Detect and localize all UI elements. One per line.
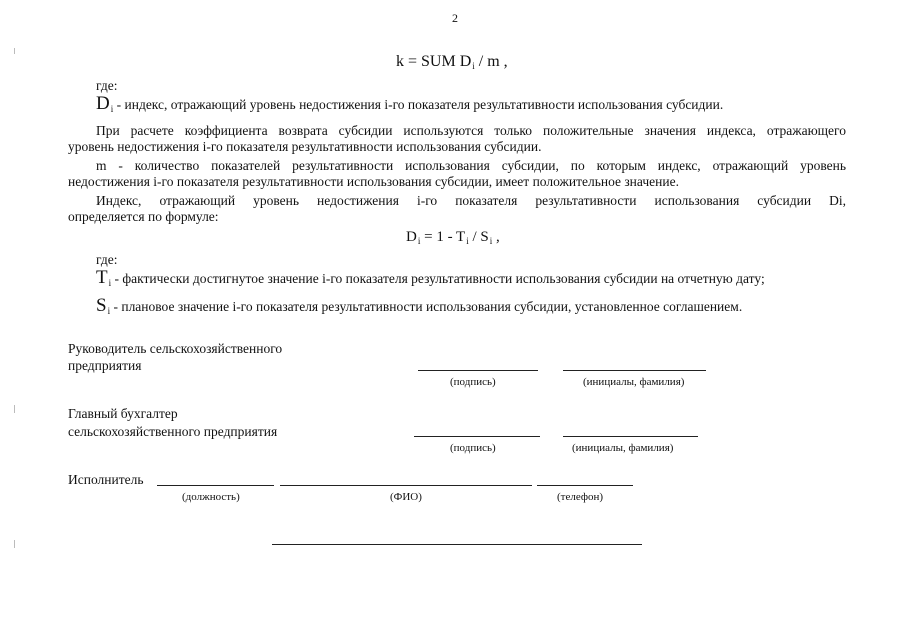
- paragraph-line: При расчете коэффициента возврата субсидии используются только положительные значения индекса, отражающего: [96, 123, 846, 138]
- name-line: [563, 436, 698, 437]
- formula-d: $D_i = 1 - T_i / S_i$ ,: [406, 229, 500, 246]
- definition-d: $D_i$ - индекс, отражающий уровень недостижения i-го показателя результативности использования субсидии.: [96, 93, 724, 114]
- scan-mark: [14, 540, 15, 548]
- signature-line: [418, 370, 538, 371]
- paragraph-line: недостижения i-го показателя результативности использования субсидии, имеет положительное значение.: [68, 174, 679, 189]
- phone-line: [537, 485, 633, 486]
- formula-k: k = SUM $D_i$ / m ,: [396, 53, 508, 71]
- executor-label: Исполнитель: [68, 472, 144, 487]
- name-caption: (инициалы, фамилия): [572, 442, 674, 454]
- position-line: [157, 485, 274, 486]
- signature-line: [414, 436, 540, 437]
- fio-caption: (ФИО): [390, 491, 422, 503]
- definition-s: $S_i$ - плановое значение i-го показателя результативности использования субсидии, установленное соглашением.: [96, 295, 743, 316]
- signatory-title: Главный бухгалтер: [68, 406, 178, 421]
- closing-rule: [272, 544, 642, 545]
- definition-t: $T_i$ - фактически достигнутое значение i-го показателя результативности использования субсидии на отчетную дату;: [96, 267, 765, 288]
- scan-mark: [14, 405, 15, 413]
- signature-caption: (подпись): [450, 376, 496, 388]
- fio-line: [280, 485, 532, 486]
- scan-mark: [14, 48, 15, 54]
- name-line: [563, 370, 706, 371]
- paragraph-line: Индекс, отражающий уровень недостижения i-го показателя результативности использования субсидии Di,: [96, 193, 846, 208]
- where-label: где:: [96, 252, 118, 267]
- position-caption: (должность): [182, 491, 240, 503]
- signatory-title: сельскохозяйственного предприятия: [68, 424, 278, 439]
- signatory-title: предприятия: [68, 358, 142, 373]
- paragraph-line: m - количество показателей результативности использования субсидии, по которым индекс, отражающий уровень: [96, 158, 846, 173]
- phone-caption: (телефон): [557, 491, 604, 503]
- where-label: где:: [96, 78, 118, 93]
- name-caption: (инициалы, фамилия): [583, 376, 685, 388]
- paragraph-line: определяется по формуле:: [68, 209, 219, 224]
- signatory-title: Руководитель сельскохозяйственного: [68, 341, 283, 356]
- paragraph-line: уровень недостижения i-го показателя результативности использования субсидии.: [68, 139, 542, 154]
- page-number: 2: [452, 11, 458, 25]
- signature-caption: (подпись): [450, 442, 496, 454]
